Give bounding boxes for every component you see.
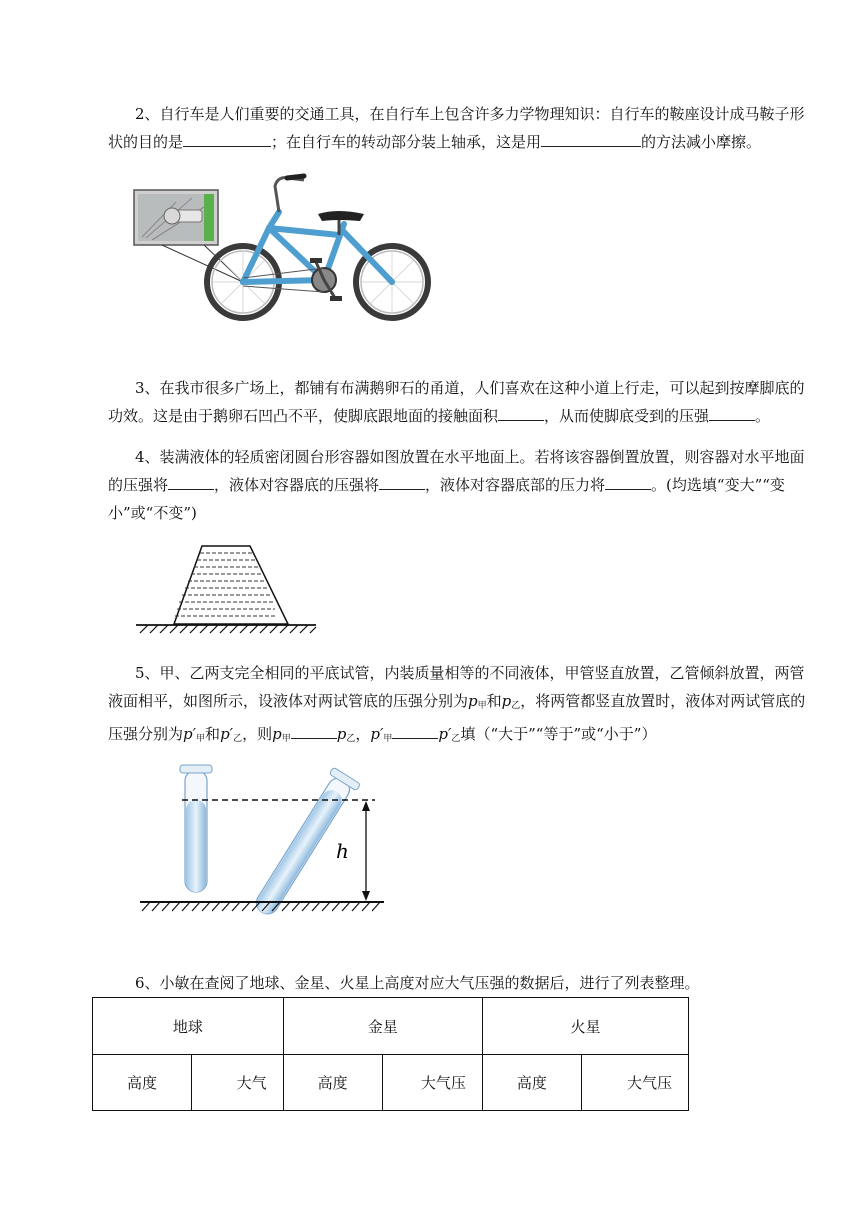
earth-height-header: 高度 [93,1055,192,1111]
q2-text-a: 2、自行车是人们重要的交通工具，在自行车上包含许多力学物理知识：自行车的鞍座设计成马鞍子形状的目的是 [108,105,805,151]
q5-blank-1[interactable] [291,722,337,739]
q5-blank-2[interactable] [392,722,438,739]
test-tubes-figure [138,760,388,920]
p-yi-symbol: p [501,692,512,710]
q4-text-a: 4、装满液体的轻质密闭圆台形容器如图放置在水平地面上。若将该容器倒置放置，则容器对水平地面的压强将 [108,448,805,494]
question-4 [108,443,808,527]
q6-text: 6、小敏在查阅了地球、金星、火星上高度对应大气压强的数据后，进行了列表整理。 [135,974,700,992]
p-yi-prime-symbol: p′ [220,725,234,743]
handlebar [275,178,304,212]
earth-pressure-header: 大气 [192,1055,284,1111]
frustum-container-figure [134,542,318,636]
q5-text-b: ，将两管都竖直放置时，液体对两试管底的压强分别为 [108,692,806,743]
table-header-row [93,998,689,1055]
q2-blank-1[interactable] [183,130,271,147]
header-venus: 金星 [283,998,482,1055]
question-2 [108,100,808,156]
height-label: h [336,839,349,863]
q3-text-a: 3、在我市很多广场上，都铺有布满鹅卵石的甬道，人们喜欢在这种小道上行走，可以起到按摩脚底的功效。这是由于鹅卵石凹凸不平，使脚底跟地面的接触面积 [108,379,805,425]
q4-text-c: ，液体对容器底部的压力将 [425,476,606,494]
venus-height-header: 高度 [283,1055,382,1111]
q5-text-c: 填（“大于”“等于”或“小于”） [460,725,657,743]
q4-text-b: ，液体对容器底的压强将 [214,476,380,494]
q2-text-b: ；在自行车的转动部分装上轴承，这是用 [271,133,542,151]
tube-jia [180,765,212,892]
q3-text-b: ，从而使脚底受到的压强 [544,407,710,425]
p-jia-symbol: p [468,692,478,710]
venus-pressure-header: 大气压 [382,1055,482,1111]
q4-blank-3[interactable] [605,473,651,490]
mars-height-header: 高度 [482,1055,581,1111]
table-subheader-row [93,1055,689,1111]
mars-pressure-header: 大气压 [581,1055,688,1111]
q3-text-c: 。 [755,407,771,425]
q2-text-c: 的方法减小摩擦。 [641,133,762,151]
question-5: 5、甲、乙两支完全相同的平底试管，内装质量相等的不同液体，甲管竖直放置，乙管倾斜放置，两管液面相平，如图所示，设液体对两试管底的压强分别为$p_甲$和$p_乙$，将两管都竖直放置时，液体对两试管底的压强分别为$p'_甲$和$p'_乙$，则$p_甲$ $p_乙$，$p'_甲$ $p'_乙$填（“大于”“等于”或“小于”） [108,664,806,744]
question-3 [108,374,808,430]
q4-blank-2[interactable] [379,473,425,490]
q3-blank-1[interactable] [498,404,544,421]
q4-text-d: 。(均选填“变大”“变小”或“不变”) [108,476,785,522]
header-earth: 地球 [93,998,284,1055]
height-arrow [362,801,370,901]
q2-blank-2[interactable] [541,130,641,147]
q4-blank-1[interactable] [168,473,214,490]
bicycle-figure [132,172,432,332]
q3-blank-2[interactable] [709,404,755,421]
axle-inset-photo [134,190,218,245]
ground-hatch [136,625,316,633]
saddle [318,211,364,221]
header-mars: 火星 [482,998,688,1055]
frustum-container [174,546,288,624]
q5-text-a: 5、甲、乙两支完全相同的平底试管，内装质量相等的不同液体，甲管竖直放置，乙管倾斜放置，两管液面相平，如图所示，设液体对两试管底的压强分别为 [108,664,805,710]
planet-pressure-table [92,997,689,1111]
question-6 [108,969,808,997]
p-jia-prime-symbol: p′ [183,725,197,743]
